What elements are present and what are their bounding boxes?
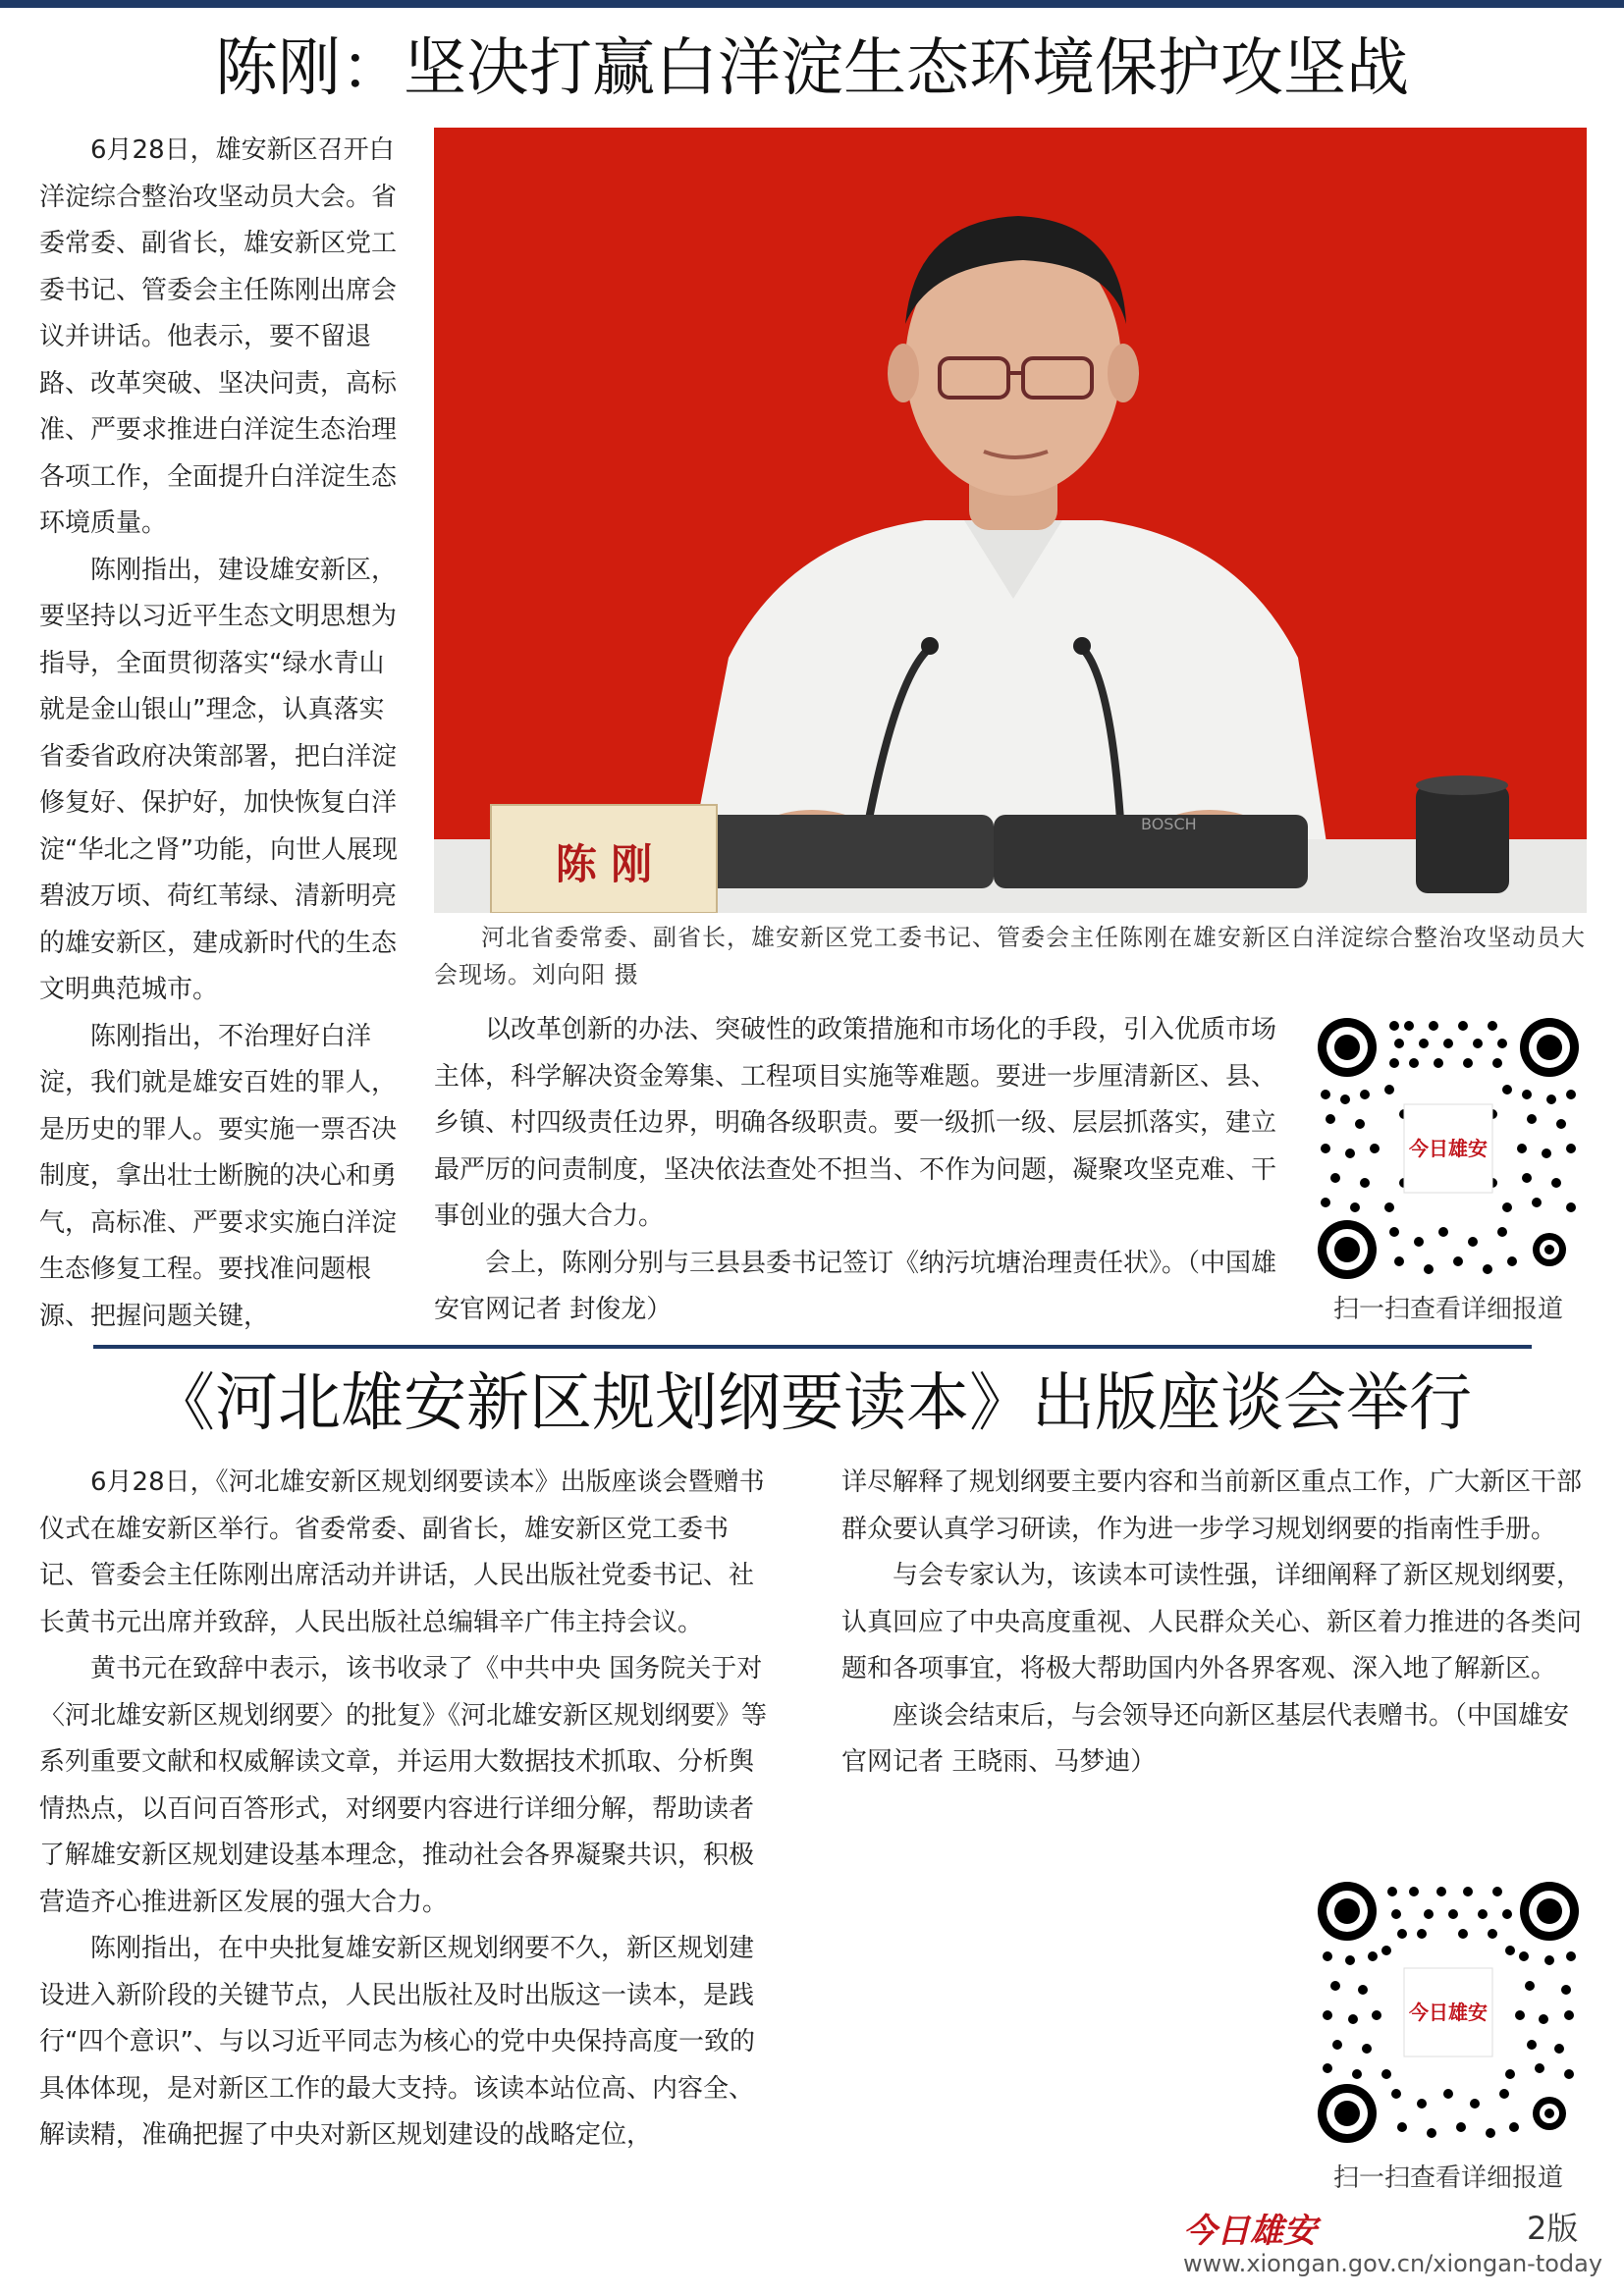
qr-code[interactable]: [1316, 1016, 1581, 1281]
paragraph: 陈刚指出，在中央批复雄安新区规划纲要不久，新区规划建设进入新阶段的关键节点，人民出版社及时出版这一读本，是践行“四个意识”、与以习近平同志为核心的党中央保持高度一致的具体体现，是对新区工作的最大支持。该读本站位高、内容全、解读精，准确把握了中央对新区规划建设的战略定位，: [39, 1934, 755, 2150]
paragraph: 会上，陈刚分别与三县县委书记签订《纳污坑塘治理责任状》。（中国雄安官网记者 封俊龙）: [434, 1248, 1277, 1324]
article1-column-1: [39, 128, 407, 1340]
paragraph: 座谈会结束后，与会领导还向新区基层代表赠书。（中国雄安官网记者 王晓雨、马梦迪）: [841, 1700, 1570, 1777]
paragraph: 6月28日，《河北雄安新区规划纲要读本》出版座谈会暨赠书仪式在雄安新区举行。省委常委、副省长，雄安新区党工委书记、管委会主任陈刚出席活动并讲话，人民出版社党委书记、社长黄书元出席并致辞，人民出版社总编辑辛广伟主持会议。: [39, 1468, 765, 1637]
section-divider: [93, 1345, 1532, 1349]
speaker-photo-illustration: [434, 128, 1587, 913]
article1-title: 陈刚：坚决打赢白洋淀生态环境保护攻坚战: [215, 32, 1409, 105]
qr-label: 扫一扫查看详细报道: [1332, 2163, 1563, 2193]
paragraph: 以改革创新的办法、突破性的政策措施和市场化的手段，引入优质市场主体，科学解决资金筹集、工程项目实施等难题。要进一步厘清新区、县、乡镇、村四级责任边界，明确各级职责。要一级抓一级、层层抓落实，建立最严厉的问责制度，坚决依法查处不担当、不作为问题，凝聚攻坚克难、干事创业的强大合力。: [434, 1015, 1277, 1231]
photo-caption: 河北省委常委、副省长，雄安新区党工委书记、管委会主任陈刚在雄安新区白洋淀综合整治攻坚动员大会现场。刘向阳 摄: [434, 924, 1586, 988]
paragraph: 6月28日，雄安新区召开白洋淀综合整治攻坚动员大会。省委常委、副省长，雄安新区党工委书记、管委会主任陈刚出席会议并讲话。他表示，要不留退路、改革突破、坚决问责，高标准、严要求推进白洋淀生态治理各项工作，全面提升白洋淀生态环境质量。: [39, 135, 398, 538]
qr-code-graphic: [1316, 1016, 1581, 1281]
paragraph: 陈刚指出，建设雄安新区，要坚持以习近平生态文明思想为指导，全面贯彻落实“绿水青山就是金山银山”理念，认真落实省委省政府决策部署，把白洋淀修复好、保护好，加快恢复白洋淀“华北之肾”功能，向世人展现碧波万顷、荷红苇绿、清新明亮的雄安新区，建成新时代的生态文明典范城市。: [39, 555, 398, 1004]
paragraph: 黄书元在致辞中表示，该书收录了《中共中央 国务院关于对〈河北雄安新区规划纲要〉的批复》《河北雄安新区规划纲要》等系列重要文献和权威解读文章，并运用大数据技术抓取、分析舆情热点，以百问百答形式，对纲要内容进行详细分解，帮助读者了解雄安新区规划建设基本理念，推动社会各界凝聚共识，积极营造齐心推进新区发展的强大合力。: [39, 1654, 768, 1917]
article2-column-2: [841, 1460, 1588, 1787]
site-url[interactable]: www.xiongan.gov.cn/xiongan-today: [1183, 2250, 1603, 2277]
qr-label: 扫一扫查看详细报道: [1332, 1295, 1563, 1324]
article2-title: 《河北雄安新区规划纲要读本》出版座谈会举行: [152, 1367, 1472, 1440]
qr-logo-text: 今日雄安: [1409, 1137, 1488, 1160]
paragraph: 与会专家认为，该读本可读性强，详细阐释了新区规划纲要，认真回应了中央高度重视、人民群众关心、新区着力推进的各类问题和各项事宜，将极大帮助国内外各界客观、深入地了解新区。: [841, 1561, 1583, 1683]
top-accent-bar: [0, 0, 1624, 8]
paragraph: 陈刚指出，不治理好白洋淀，我们就是雄安百姓的罪人，是历史的罪人。要实施一票否决制度，拿出壮士断腕的决心和勇气，高标准、严要求实施白洋淀生态修复工程。要找准问题根源、把握问题关键，: [39, 1021, 398, 1331]
mic-brand-text: BOSCH: [1141, 815, 1197, 833]
page-number: 2版: [1527, 2210, 1579, 2247]
nameplate-text: 陈 刚: [555, 840, 653, 888]
article1-photo: [434, 128, 1587, 913]
qr-logo-text: 今日雄安: [1409, 2001, 1488, 2024]
publication-logo: 今日雄安: [1183, 2212, 1317, 2251]
article1-column-2: [434, 1007, 1298, 1334]
paragraph: 详尽解释了规划纲要主要内容和当前新区重点工作，广大新区干部群众要认真学习研读，作为进一步学习规划纲要的指南性手册。: [841, 1468, 1583, 1544]
qr-code[interactable]: [1316, 1880, 1581, 2145]
qr-code-graphic: [1316, 1880, 1581, 2145]
article2-column-1: [39, 1460, 776, 2160]
